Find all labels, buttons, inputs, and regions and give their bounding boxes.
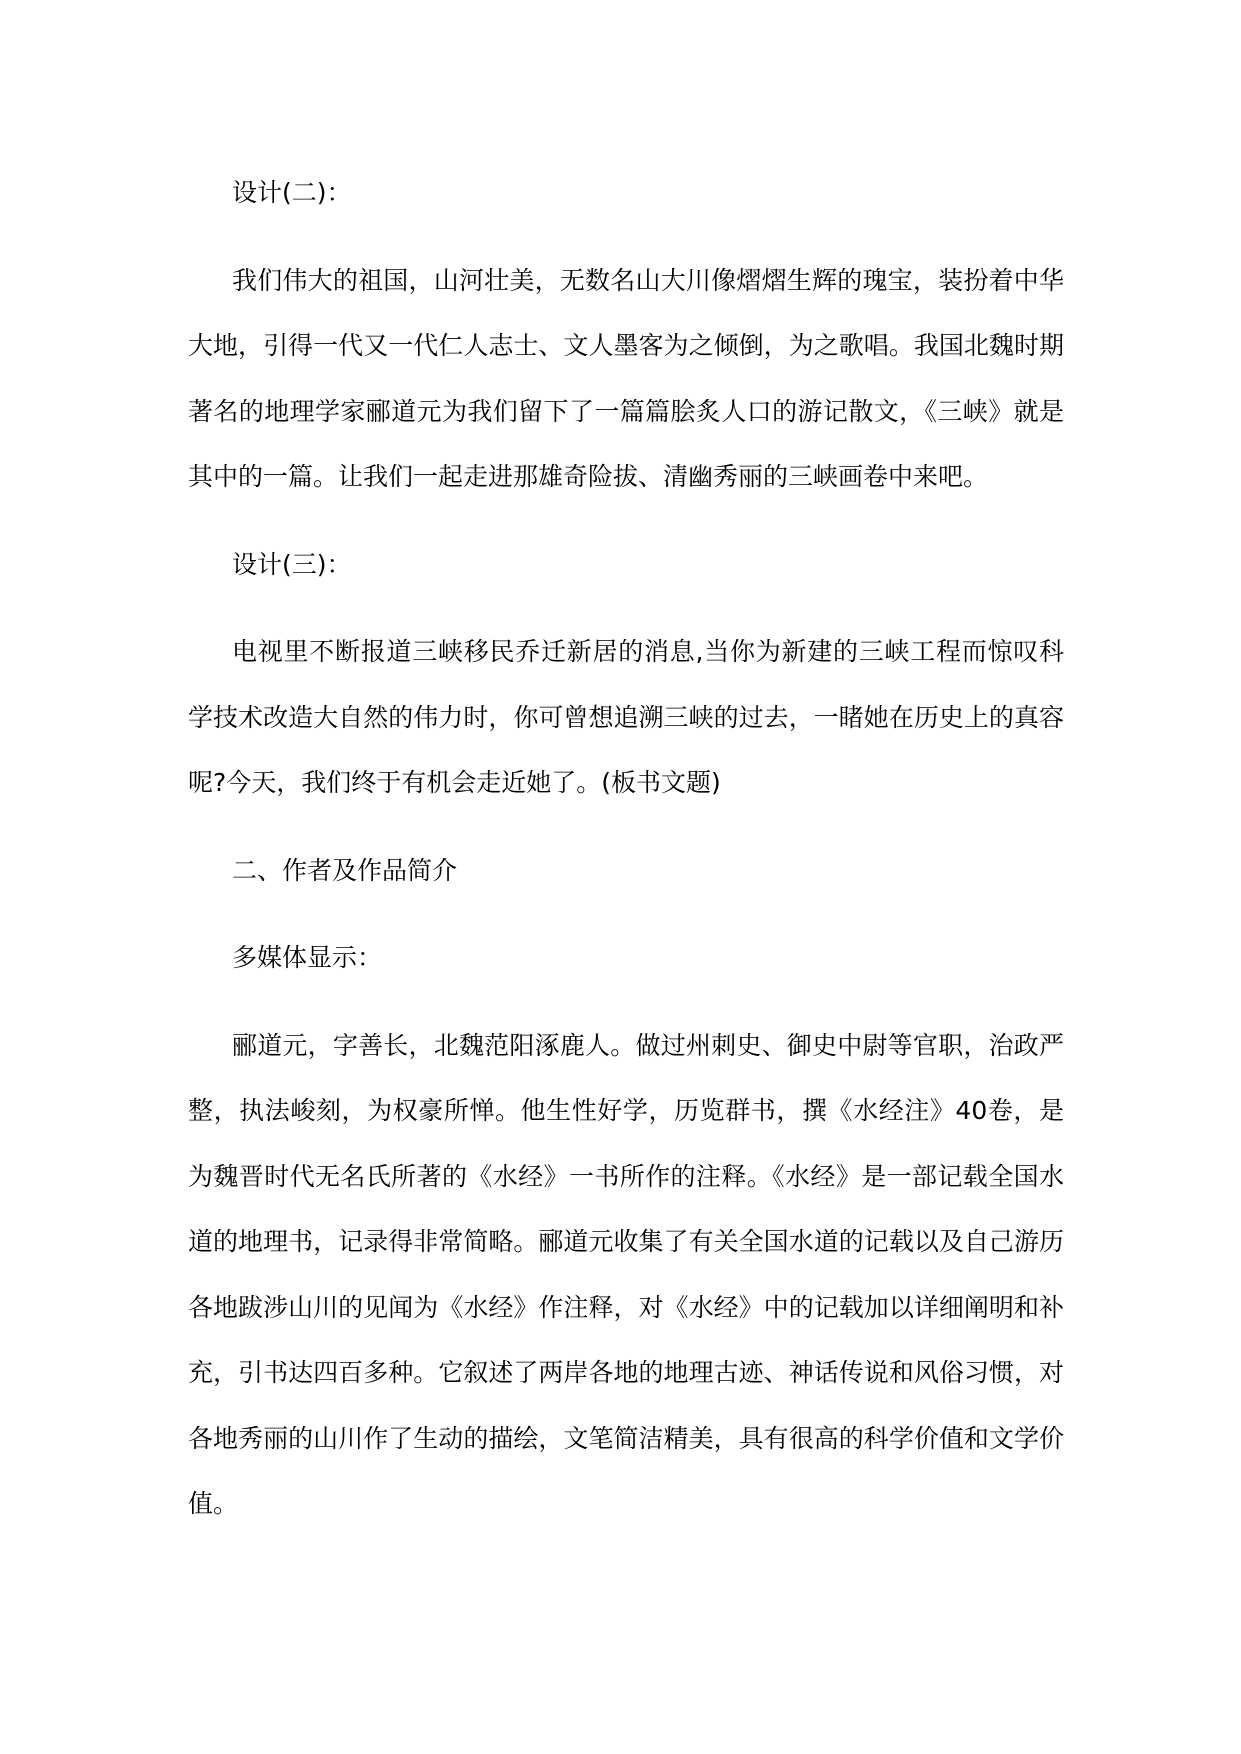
paragraph-design-3-intro: 电视里不断报道三峡移民乔迁新居的消息,当你为新建的三峡工程而惊叹科学技术改造大自然的伟力时，你可曾想追溯三峡的过去，一睹她在历史上的真容呢?今天，我们终于有机会走近她了。(板书文题) (188, 637, 1064, 797)
document-body (188, 160, 1064, 1537)
section-heading-design-2: 设计(二)： (232, 178, 352, 207)
multimedia-display-label: 多媒体显示： (232, 943, 383, 972)
paragraph-design-2-intro: 我们伟大的祖国，山河壮美，无数名山大川像熠熠生辉的瑰宝，装扮着中华大地，引得一代又一代仁人志士、文人墨客为之倾倒，为之歌唱。我国北魏时期著名的地理学家郦道元为我们留下了一篇篇脍炙人口的游记散文，《三峡》就是其中的一篇。让我们一起走进那雄奇险拔、清幽秀丽的三峡画卷中来吧。 (188, 265, 1064, 491)
section-heading-author-works: 二、作者及作品简介 (232, 855, 458, 885)
paragraph-author-biography: 郦道元，字善长，北魏范阳涿鹿人。做过州刺史、御史中尉等官职，治政严整，执法峻刻，为权豪所惮。他生性好学，历览群书，撰《水经注》40卷，是为魏晋时代无名氏所著的《水经》一书所作的注释。《水经》是一部记载全国水道的地理书，记录得非常简略。郦道元收集了有关全国水道的记载以及自己游历各地跋涉山川的见闻为《水经》作注释，对《水经》中的记载加以详细阐明和补充，引书达四百多种。它叙述了两岸各地的地理古迹、神话传说和风俗习惯，对各地秀丽的山川作了生动的描绘，文笔简洁精美，具有很高的科学价值和文学价值。 (188, 1030, 1064, 1518)
section-heading-design-3: 设计(三)： (232, 549, 352, 579)
